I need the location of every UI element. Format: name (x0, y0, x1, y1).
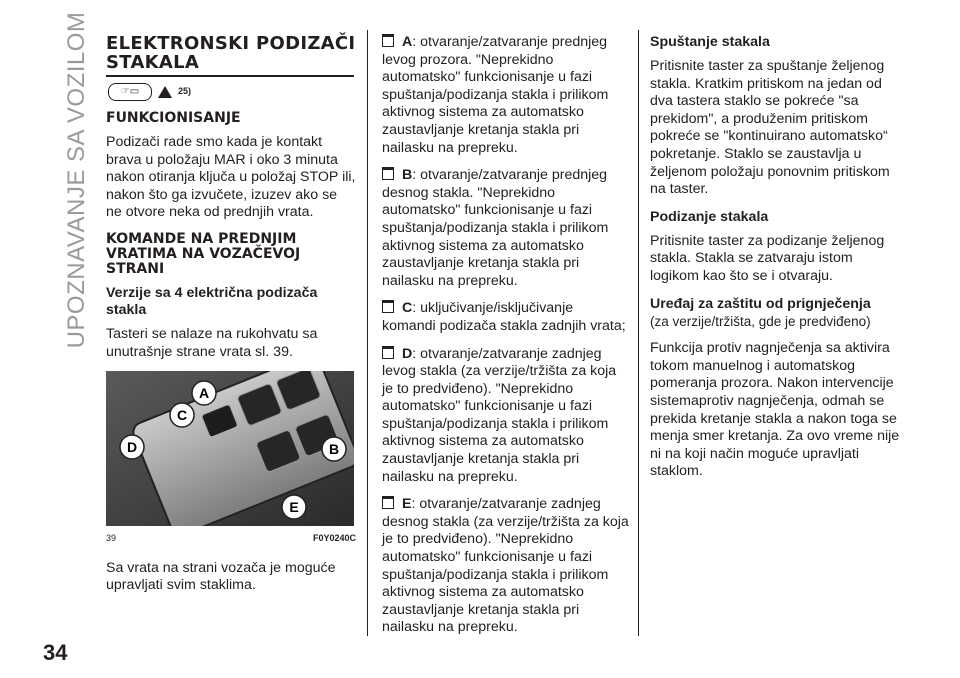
column-1 (106, 34, 356, 605)
column-divider (638, 30, 639, 636)
list-item (382, 167, 630, 290)
manual-book-icon: ☞▭ (108, 83, 152, 101)
bullet-icon (382, 496, 394, 509)
paragraph: Podizači rade smo kada je kontakt brava u položaju MAR i oko 3 minuta nakon otiranja ključa u položaj STOP ili, nakon što ga izvučete, izuzev ako se ne otvore neka od prednjih vrata. (106, 134, 356, 221)
window-switch-photo (106, 371, 354, 526)
item-text: : otvaranje/zatvaranje zadnjeg desnog stakla (za verzije/tržišta za koja je to predviđeno). "Neprekidno automatsko" funkcionisanje u fazi spuštanja/podizanja stakla i prilikom aktivnog sistema za automatsko zaustavljanje kretanja stakla pri nailasku na prepreku. (382, 496, 629, 636)
bullet-icon (382, 346, 394, 359)
title-rule (106, 75, 354, 77)
item-text: : otvaranje/zatvaranje prednjeg levog prozora. "Neprekidno automatsko" funkcionisanje u fazi spuštanja/podizanja stakla i prilikom aktivnog sistema za automatsko zaustavljanje kretanja stakla pri nailasku na prepreku. (382, 34, 609, 156)
paragraph: Sa vrata na strani vozača je moguće upravljati svim staklima. (106, 559, 336, 594)
column-2 (382, 34, 630, 647)
paragraph: Funkcija protiv nagnječenja sa aktivira tokom manuelnog i automatskog pomeranja prozora. Nakon intervencije sistemaprotiv nagnječenja, odmah se prekida kretanje stakla a nakon toga se menja smer kretanja. Za ovo vreme nije ni na koji način moguće upravljati staklom. (650, 340, 900, 480)
item-key: E (402, 496, 412, 513)
list-item (382, 346, 630, 487)
column-divider (367, 30, 368, 636)
item-key: C (402, 300, 413, 317)
section-heading: KOMANDE NA PREDNJIM VRATIMA NA VOZAČEVOJ STRANI (106, 230, 301, 277)
section-heading: FUNKCIONISANJE (106, 110, 241, 126)
item-text: : otvaranje/zatvaranje prednjeg desnog stakla. "Neprekidno automatsko" funkcionisanje u fazi spuštanja/podizanja stakla i prilikom aktivnog sistema za automatsko zaustavljanje kretanja stakla pri nailasku na prepreku. (382, 167, 609, 289)
callout-b: B (328, 441, 340, 458)
bullet-icon (382, 300, 394, 313)
paragraph: Pritisnite taster za podizanje željenog stakla. Stakla se zatvaraju istom logikom kao što se i otvaraju. (650, 232, 885, 284)
item-text: : uključivanje/isključivanje komandi podizača stakla zadnjih vrata; (382, 300, 626, 334)
bullet-icon (382, 34, 394, 47)
paragraph: Pritisnite taster za spuštanje željenog stakla. Kratkim pritiskom na jedan od dva tastera staklo se pokreće "sa prekidom", a produženim pritiskom pokreće se "kontinuirano automatsko“ pokretanje. Staklo se zaustavlja u željenom položaju ponovnim pritiskom na taster. (650, 58, 890, 198)
figure-number: 39 (106, 533, 117, 544)
list-item (382, 34, 630, 157)
warning-icons (108, 83, 356, 101)
paragraph: Tasteri se nalaze na rukohvatu sa unutrašnje strane vrata sl. 39. (106, 325, 318, 360)
warning-triangle-icon (158, 86, 172, 98)
bullet-icon (382, 167, 394, 180)
page-number: 34 (43, 640, 68, 665)
item-key: B (402, 167, 413, 184)
side-title-text: UPOZNAVANJE SA VOZILOM (63, 11, 90, 349)
item-key: A (402, 34, 413, 50)
column-3 (650, 34, 900, 491)
item-key: D (402, 345, 413, 362)
page-title: ELEKTRONSKI PODIZAČI STAKALA (106, 33, 356, 73)
note: (za verzije/tržišta, gde je predviđeno) (650, 313, 871, 329)
subheading: Uređaj za zaštitu od prignječenja (650, 295, 871, 312)
side-section-title (62, 11, 92, 349)
callout-e: E (289, 499, 299, 516)
callout-d: D (126, 439, 138, 456)
list-item (382, 300, 630, 335)
figure-code: F0Y0240C (312, 533, 356, 544)
item-text: : otvaranje/zatvaranje zadnjeg levog stakla (za verzije/tržišta za koja je to predviđeno). "Neprekidno automatsko" funkcionisanje u fazi spuštanja/podizanja stakla i prilikom aktivnog sistema za automatsko zaustavljanje kretanja stakla pri nailasku na prepreku. (382, 345, 617, 485)
subheading: Spuštanje stakala (650, 34, 770, 50)
subheading: Verzije sa 4 električna podizača stakla (106, 284, 318, 318)
callout-c: C (176, 407, 188, 424)
list-item (382, 496, 630, 637)
warning-reference: 25) (178, 86, 192, 97)
subheading: Podizanje stakala (650, 208, 769, 225)
callout-a: A (198, 385, 210, 402)
figure-caption (106, 530, 356, 548)
